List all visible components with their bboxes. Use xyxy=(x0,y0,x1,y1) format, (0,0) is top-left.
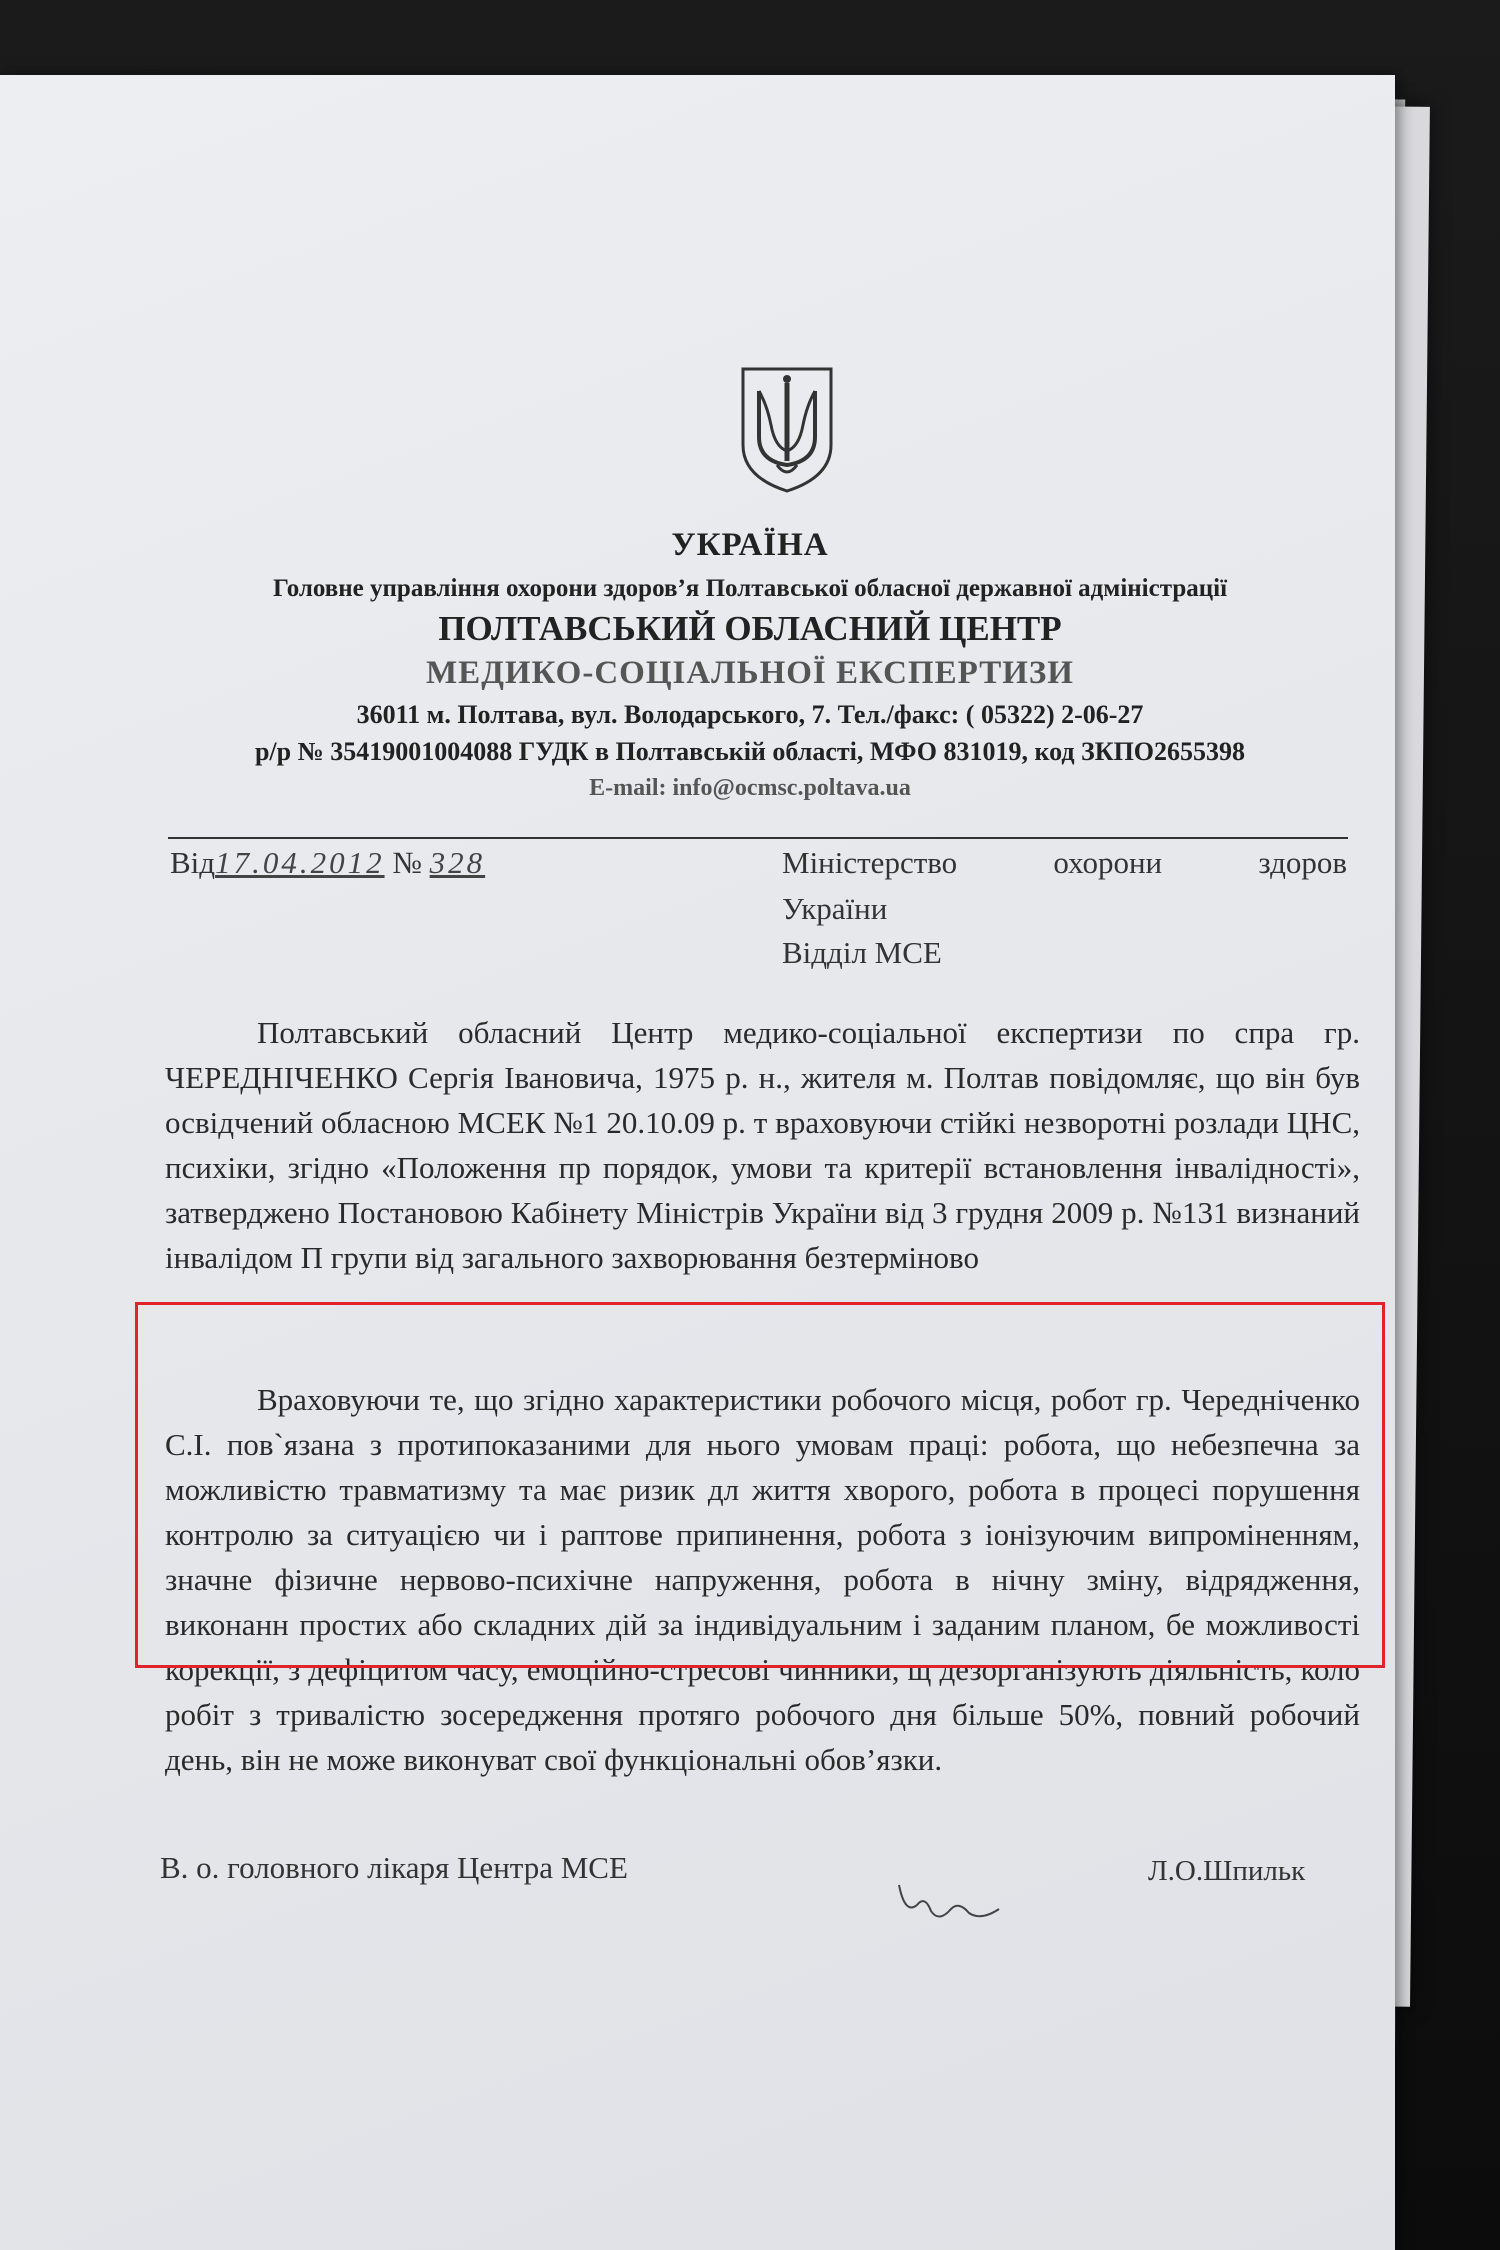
addressee-line: України xyxy=(782,891,888,926)
body-paragraph-1 xyxy=(165,1010,1360,1280)
letterhead-center-name-line2: МЕДИКО-СОЦІАЛЬНОЇ ЕКСПЕРТИЗИ xyxy=(426,655,1074,691)
letterhead-country: УКРАЇНА xyxy=(671,527,829,563)
addressee-word: Міністерство xyxy=(782,845,958,880)
highlight-annotation-box xyxy=(135,1302,1385,1668)
addressee-word: здоров xyxy=(1258,845,1347,880)
handwritten-signature xyxy=(895,1865,1005,1925)
paragraph-text: Враховуючи те, що згідно характеристики робочого місця, робот гр. Чередніченко С.І. пов`язана з протипоказаними для нього умовам праці: робота, що небезпечна за можливістю травматизму та має ризик дл життя хворого, робота в процесі порушення контролю за ситуацією чи і раптове припинення, робота з іонізуючим випроміненням, значне фізичне нервово-психічне напруження, робота в нічну зміну, відрядження, виконанн простих або складних дій за індивідуальним і заданим планом, бе можливості корекції, з дефіцитом часу, емоційно-стресові чинники, щ дезорганізують діяльність, коло робіт з тривалістю зосередження протяго робочого дня більше 50%, повний робочий день, він не може виконуват свої функціональні обов’язки. xyxy=(165,1382,1360,1777)
addressee-line xyxy=(782,845,1347,881)
letterhead-bank-details: р/р № 35419001004088 ГУДК в Полтавській області, МФО 831019, код ЗКПО2655398 xyxy=(254,737,1246,766)
letter-page xyxy=(0,75,1395,2250)
letterhead-address: 36011 м. Полтава, вул. Володарського, 7. Тел./факс: ( 05322) 2-06-27 xyxy=(356,700,1144,729)
reference-prefix: Від xyxy=(170,845,216,880)
letterhead-email: E-mail: info@ocmsc.poltava.ua xyxy=(589,775,911,801)
letterhead-divider xyxy=(168,837,1348,839)
reference-number-label: № xyxy=(392,845,422,880)
ukraine-trident-icon xyxy=(737,365,837,495)
addressee-line: Відділ МСЕ xyxy=(782,935,942,970)
reference-number: 328 xyxy=(429,845,486,880)
reference-date: 17.04.2012 xyxy=(215,845,385,880)
paragraph-text: Полтавський обласний Центр медико-соціальної експертизи по спра гр. ЧЕРЕДНІЧЕНКО Сергія Івановича, 1975 р. н., жителя м. Полтав повідомляє, що він був освідчений обласною МСЕК №1 20.10.09 р. т враховуючи стійкі незворотні розлади ЦНС, психіки, згідно «Положення пр порядок, умови та критерії встановлення інвалідності», затверджено Постановою Кабінету Міністрів України від 3 грудня 2009 р. №131 визнаний інвалідом П групи від загального захворювання безтерміново xyxy=(165,1015,1360,1275)
letterhead-center-name: ПОЛТАВСЬКИЙ ОБЛАСНИЙ ЦЕНТР xyxy=(438,609,1062,648)
addressee-word: охорони xyxy=(1053,845,1163,880)
reference-line xyxy=(170,845,485,881)
signatory-name: Л.О.Шпильк xyxy=(1148,1855,1306,1887)
signatory-title: В. о. головного лікаря Центра МСЕ xyxy=(160,1850,628,1885)
letterhead-department: Головне управління охорони здоров’я Полтавської обласної державної адміністрації xyxy=(272,575,1228,602)
